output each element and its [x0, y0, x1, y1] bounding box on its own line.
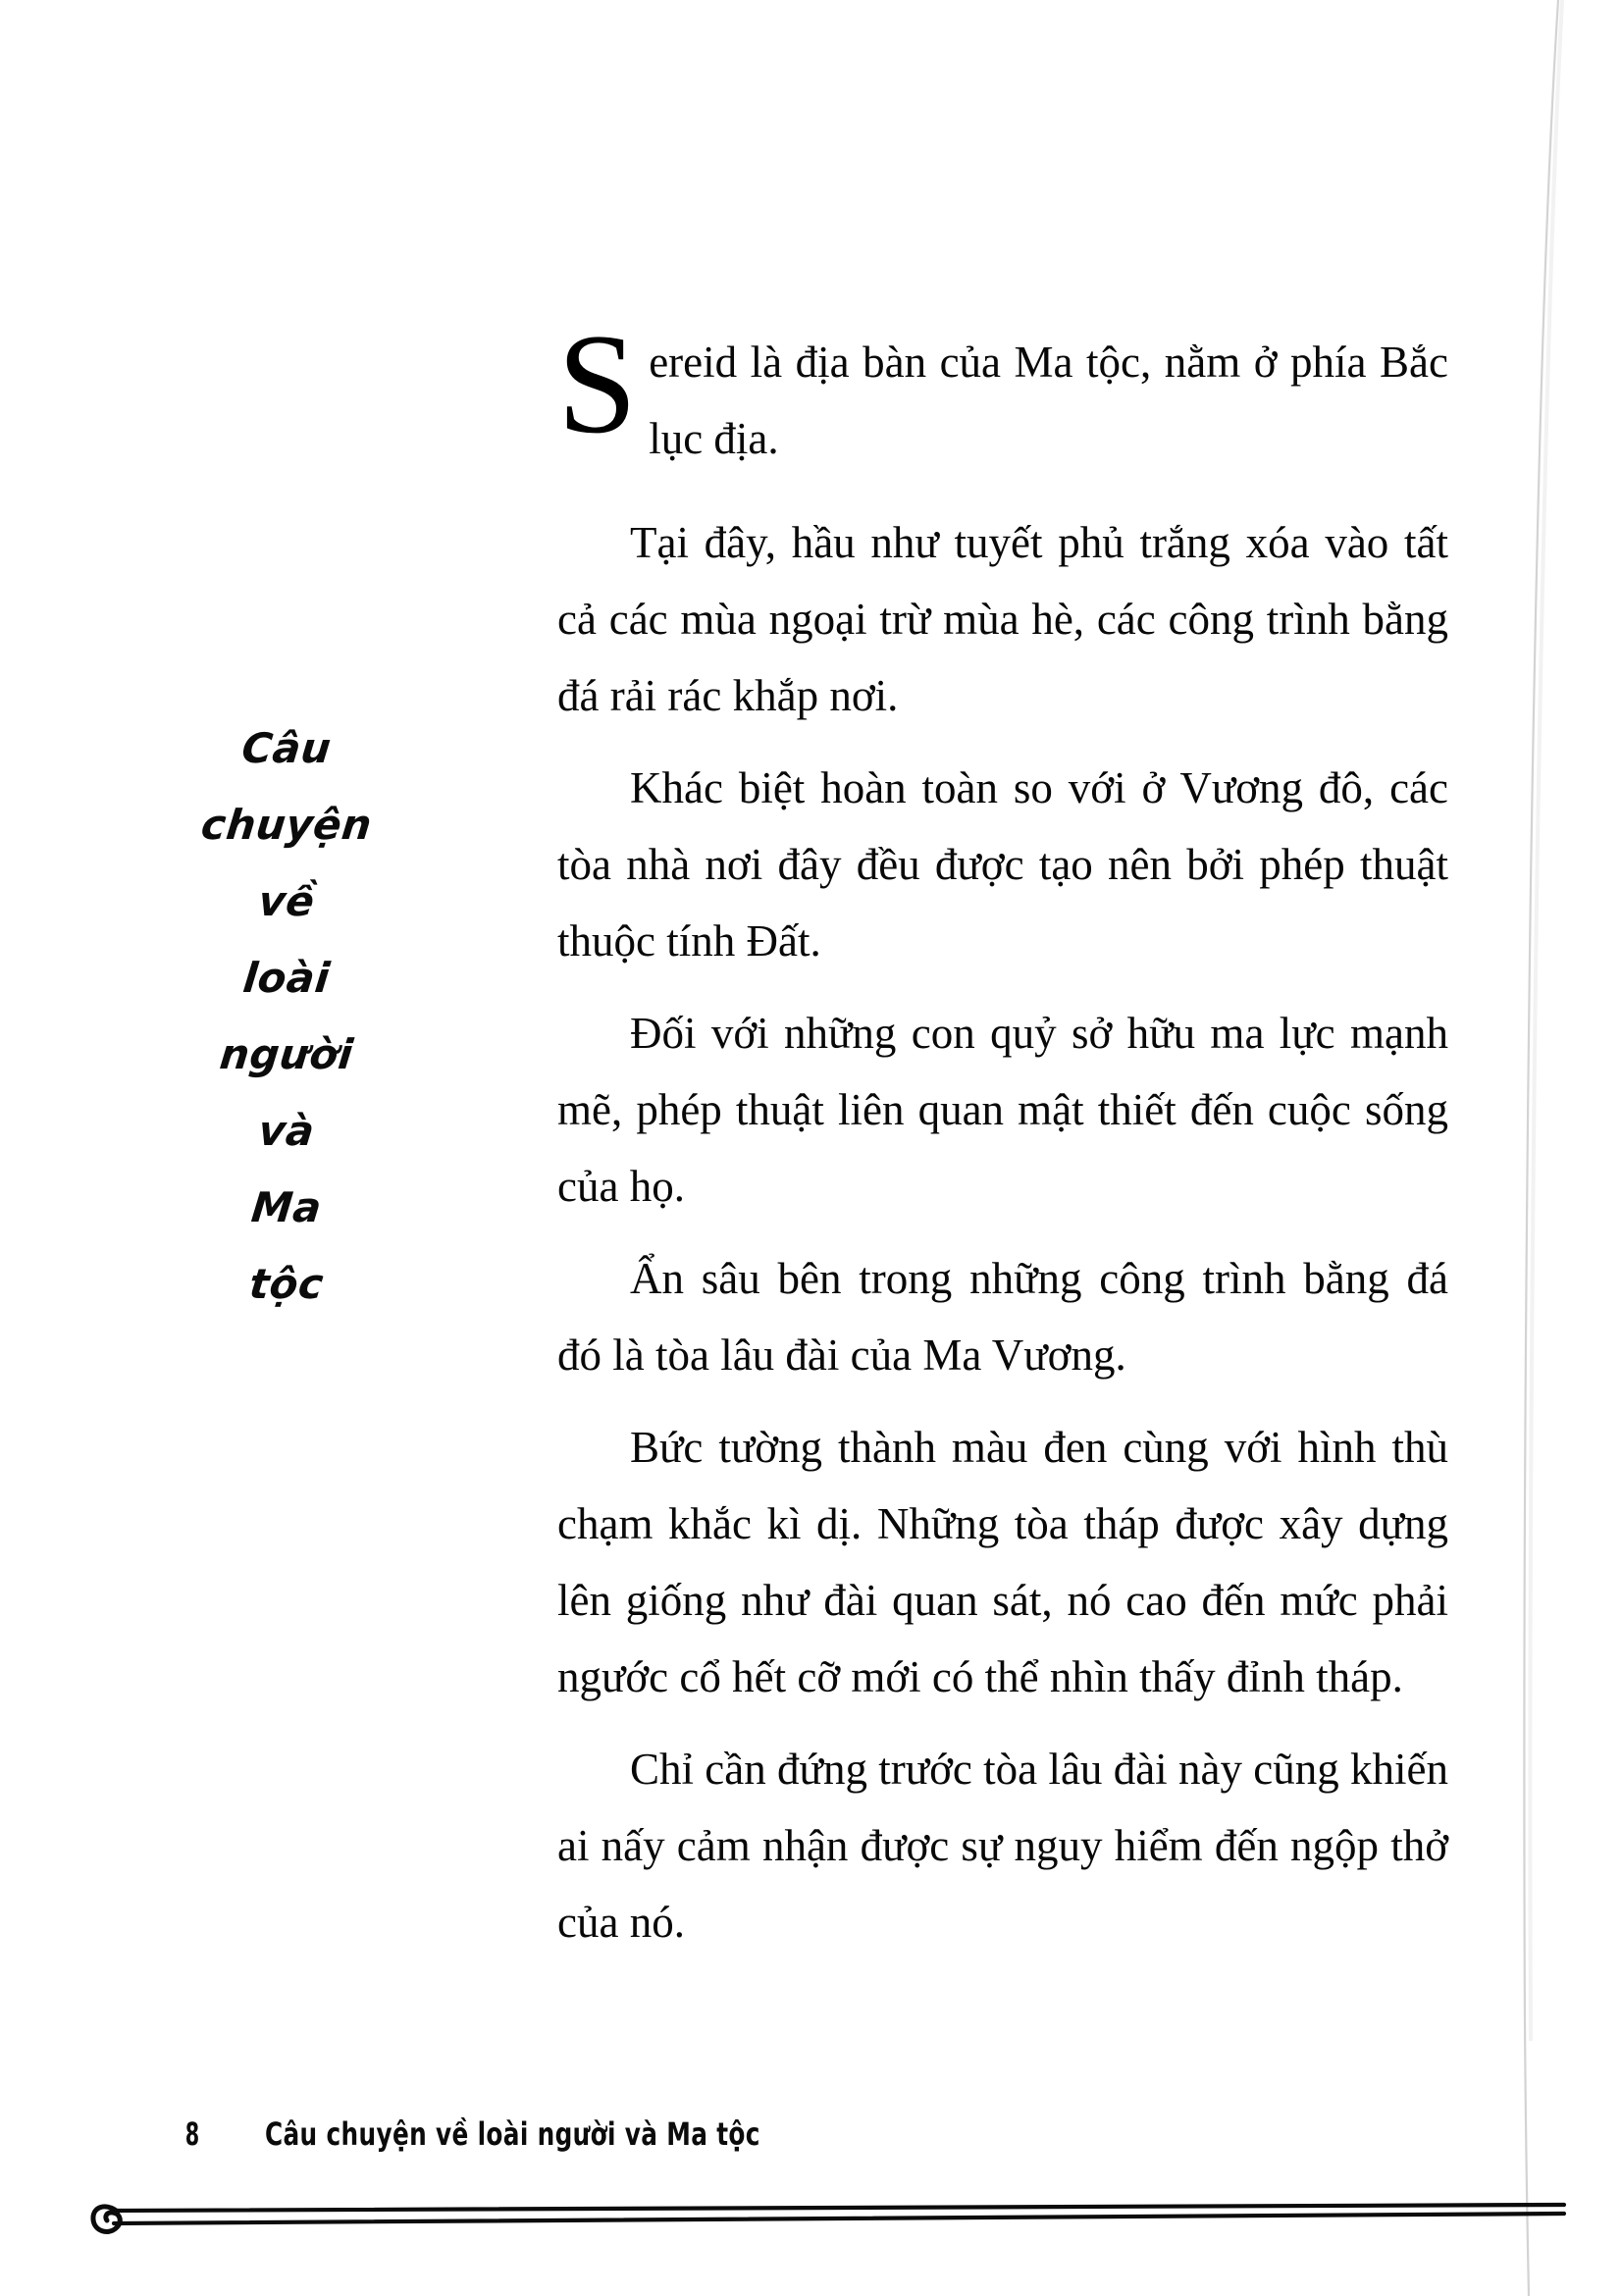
side-title-word: loài [240, 954, 333, 1002]
paragraph-5: Ẩn sâu bên trong những công trình bằng đá đó là tòa lâu đài của Ma Vương. [557, 1254, 1448, 1380]
side-title-word: về [256, 877, 318, 925]
decorative-rule [84, 2184, 1566, 2243]
paragraph-6: Bức tường thành màu đen cùng với hình thù chạm khắc kì dị. Những tòa tháp được xây dựng lên giống như đài quan sát, nó cao đến mức phải ngước cổ hết cỡ mới có thể nhìn thấy đỉnh tháp. [557, 1423, 1448, 1701]
side-title-word: Câu [239, 724, 334, 772]
page-number: 8 [184, 2115, 200, 2153]
paragraph-4: Đối với những con quỷ sở hữu ma lực mạnh mẽ, phép thuật liên quan mật thiết đến cuộc sống của họ. [557, 1009, 1448, 1211]
paragraph-2: Tại đây, hầu như tuyết phủ trắng xóa vào tất cả các mùa ngoại trừ mùa hè, các công trình bằng đá rải rác khắp nơi. [557, 518, 1448, 720]
footer-text-line [147, 2115, 841, 2153]
side-title-word: người [217, 1030, 356, 1078]
paragraph-text: ereid là địa bàn của Ma tộc, nằm ở phía Bắc lục địa. [649, 338, 1448, 463]
paragraph-3: Khác biệt hoàn toàn so với ở Vương đô, các tòa nhà nơi đây đều được tạo nên bởi phép thuật thuộc tính Đất. [557, 763, 1448, 965]
side-title-word: chuyện [198, 801, 375, 849]
body-text-column [557, 304, 1448, 1960]
side-title-word: tộc [246, 1260, 327, 1308]
drop-cap: S [557, 304, 638, 463]
page-footer [0, 2100, 1621, 2296]
scan-page-edge [1501, 0, 1570, 2296]
side-title-word: và [256, 1107, 317, 1155]
paragraph-1 [557, 304, 1448, 489]
side-running-title [179, 724, 394, 1308]
footer-running-title: Câu chuyện về loài người và Ma tộc [265, 2115, 760, 2153]
side-title-word: Ma [248, 1183, 325, 1231]
paragraph-7: Chỉ cần đứng trước tòa lâu đài này cũng khiến ai nấy cảm nhận được sự nguy hiểm đến ngộp thở của nó. [557, 1745, 1448, 1947]
